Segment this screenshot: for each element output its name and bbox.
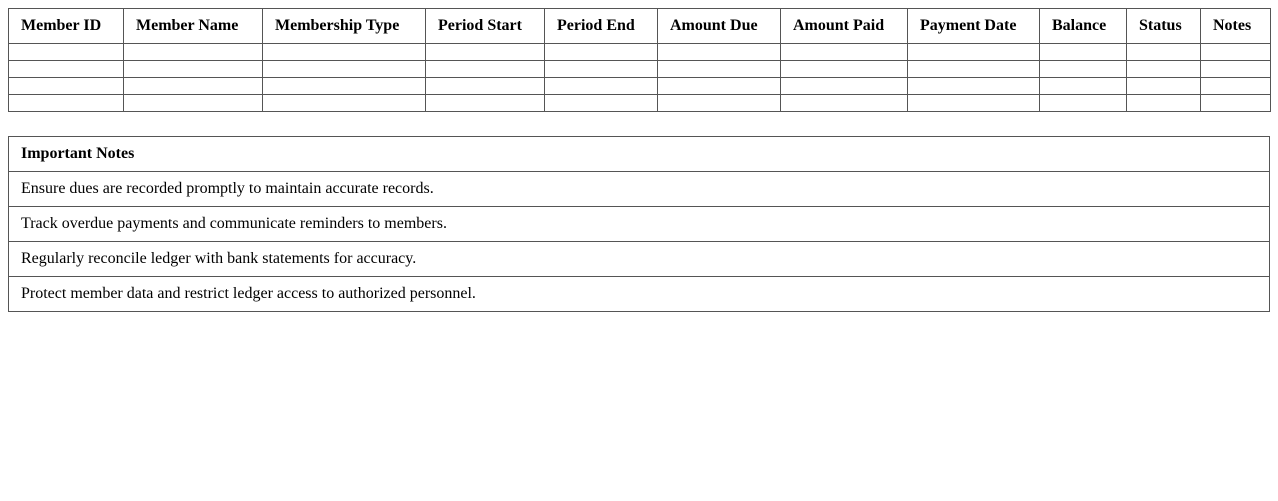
table-cell[interactable]	[124, 61, 263, 78]
note-row	[9, 172, 1270, 207]
table-cell[interactable]	[1201, 61, 1271, 78]
column-header-amount-due: Amount Due	[658, 9, 781, 44]
notes-title: Important Notes	[9, 137, 1270, 172]
note-row	[9, 277, 1270, 312]
column-header-payment-date: Payment Date	[908, 9, 1040, 44]
table-row	[9, 95, 1271, 112]
table-cell[interactable]	[426, 78, 545, 95]
column-header-status: Status	[1127, 9, 1201, 44]
note-row	[9, 242, 1270, 277]
table-cell[interactable]	[1040, 78, 1127, 95]
table-cell[interactable]	[908, 44, 1040, 61]
table-cell[interactable]	[426, 95, 545, 112]
table-cell[interactable]	[781, 95, 908, 112]
table-cell[interactable]	[1040, 44, 1127, 61]
table-cell[interactable]	[263, 61, 426, 78]
table-row	[9, 44, 1271, 61]
note-item: Protect member data and restrict ledger access to authorized personnel.	[9, 277, 1270, 312]
table-cell[interactable]	[9, 78, 124, 95]
table-cell[interactable]	[658, 95, 781, 112]
table-cell[interactable]	[1127, 95, 1201, 112]
table-cell[interactable]	[545, 95, 658, 112]
table-cell[interactable]	[908, 95, 1040, 112]
table-cell[interactable]	[1201, 78, 1271, 95]
table-cell[interactable]	[658, 44, 781, 61]
table-cell[interactable]	[124, 44, 263, 61]
ledger-header-row	[9, 9, 1271, 44]
table-cell[interactable]	[545, 78, 658, 95]
table-cell[interactable]	[781, 44, 908, 61]
column-header-member-id: Member ID	[9, 9, 124, 44]
table-cell[interactable]	[124, 95, 263, 112]
table-cell[interactable]	[426, 61, 545, 78]
table-cell[interactable]	[1201, 44, 1271, 61]
table-cell[interactable]	[263, 78, 426, 95]
table-cell[interactable]	[9, 61, 124, 78]
table-cell[interactable]	[1201, 95, 1271, 112]
notes-header-row	[9, 137, 1270, 172]
table-cell[interactable]	[1127, 61, 1201, 78]
table-cell[interactable]	[545, 44, 658, 61]
table-cell[interactable]	[426, 44, 545, 61]
table-cell[interactable]	[545, 61, 658, 78]
column-header-notes: Notes	[1201, 9, 1271, 44]
note-item: Ensure dues are recorded promptly to maintain accurate records.	[9, 172, 1270, 207]
table-cell[interactable]	[908, 61, 1040, 78]
column-header-period-end: Period End	[545, 9, 658, 44]
note-item: Track overdue payments and communicate reminders to members.	[9, 207, 1270, 242]
column-header-member-name: Member Name	[124, 9, 263, 44]
ledger-body	[9, 44, 1271, 112]
note-item: Regularly reconcile ledger with bank statements for accuracy.	[9, 242, 1270, 277]
table-cell[interactable]	[1040, 61, 1127, 78]
table-row	[9, 61, 1271, 78]
table-cell[interactable]	[1127, 44, 1201, 61]
column-header-period-start: Period Start	[426, 9, 545, 44]
table-cell[interactable]	[781, 78, 908, 95]
table-cell[interactable]	[9, 44, 124, 61]
table-cell[interactable]	[1040, 95, 1127, 112]
column-header-membership-type: Membership Type	[263, 9, 426, 44]
dues-ledger-table	[8, 8, 1271, 112]
important-notes-table	[8, 136, 1270, 312]
table-cell[interactable]	[1127, 78, 1201, 95]
table-cell[interactable]	[124, 78, 263, 95]
table-cell[interactable]	[781, 61, 908, 78]
table-cell[interactable]	[9, 95, 124, 112]
table-row	[9, 78, 1271, 95]
table-cell[interactable]	[263, 44, 426, 61]
table-cell[interactable]	[263, 95, 426, 112]
note-row	[9, 207, 1270, 242]
table-cell[interactable]	[908, 78, 1040, 95]
column-header-amount-paid: Amount Paid	[781, 9, 908, 44]
table-cell[interactable]	[658, 78, 781, 95]
table-cell[interactable]	[658, 61, 781, 78]
column-header-balance: Balance	[1040, 9, 1127, 44]
